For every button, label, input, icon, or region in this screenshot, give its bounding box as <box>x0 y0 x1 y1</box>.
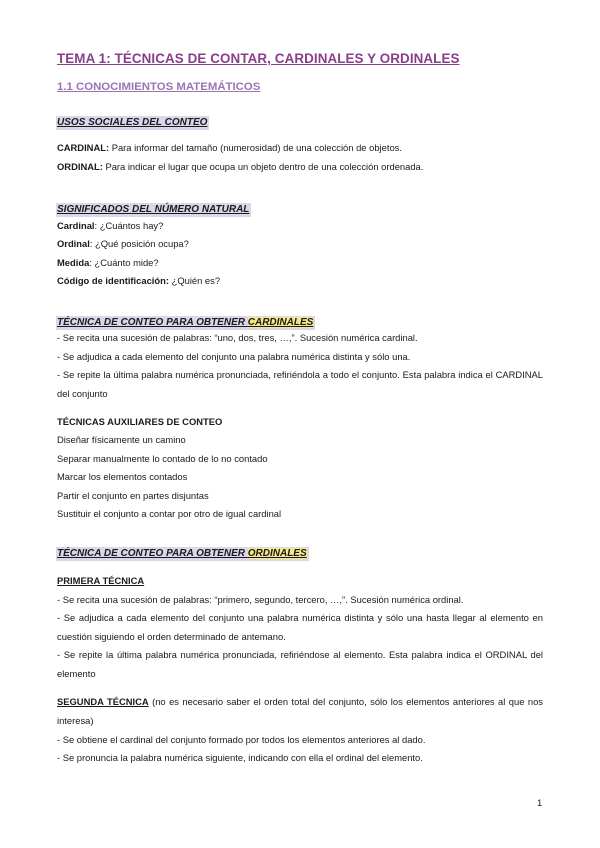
cardinal-label: CARDINAL: <box>57 142 110 153</box>
significado-text: ¿Qué posición ocupa? <box>92 238 189 249</box>
significado-sep: : <box>94 220 98 231</box>
significado-item <box>57 254 159 273</box>
cardinales-heading-highlight: CARDINALES <box>247 317 314 328</box>
significado-label: Cardinal <box>57 220 95 231</box>
usos-cardinal-line <box>57 139 402 158</box>
significado-label: Medida <box>57 257 90 268</box>
usos-ordinal-line <box>57 158 423 177</box>
segunda-line: - Se pronuncia la palabra numérica siguiente, indicando con ella el ordinal del elemento. <box>57 752 423 763</box>
primera-line: - Se adjudica a cada elemento del conjunto una palabra numérica distinta y sólo una hasta llegar al elemento en cuestión siguiendo el orden determinado de antemano. <box>57 612 543 642</box>
significado-item <box>57 217 163 236</box>
page-title: TEMA 1: TÉCNICAS DE CONTAR, CARDINALES Y ORDINALES <box>57 51 460 66</box>
segunda-tecnica-note: (no es necesario saber el orden total del conjunto, sólo los elementos anteriores al que nos interesa) <box>57 696 543 726</box>
significados-heading: SIGNIFICADOS DEL NÚMERO NATURAL <box>57 204 250 215</box>
ordinales-heading-highlight: ORDINALES <box>247 548 307 559</box>
cardinales-line: - Se recita una sucesión de palabras: “uno, dos, tres, …,”. Sucesión numérica cardinal. <box>57 332 418 343</box>
ordinales-heading-text: TÉCNICA DE CONTEO PARA OBTENER <box>57 548 248 559</box>
significado-item <box>57 272 220 291</box>
ordinal-text: Para indicar el lugar que ocupa un objeto dentro de una colección ordenada. <box>105 161 424 172</box>
significado-label: Ordinal <box>57 238 90 249</box>
significado-sep: : <box>89 257 92 268</box>
auxiliar-item: Marcar los elementos contados <box>57 471 188 482</box>
auxiliar-item: Diseñar físicamente un camino <box>57 434 186 445</box>
ordinal-label: ORDINAL: <box>57 161 103 172</box>
auxiliares-heading: TÉCNICAS AUXILIARES DE CONTEO <box>57 416 223 427</box>
primera-tecnica-heading: PRIMERA TÉCNICA <box>57 575 145 586</box>
cardinal-text: Para informar del tamaño (numerosidad) de una colección de objetos. <box>111 142 402 153</box>
cardinales-line: - Se repite la última palabra numérica pronunciada, refiriéndola a todo el conjunto. Esta palabra indica el CARDINAL del conjunto <box>57 369 543 399</box>
page-number: 1 <box>537 797 543 808</box>
auxiliar-item: Separar manualmente lo contado de lo no contado <box>57 453 268 464</box>
cardinales-heading-wrap <box>57 312 315 330</box>
usos-heading: USOS SOCIALES DEL CONTEO <box>57 117 208 128</box>
segunda-tecnica-heading: SEGUNDA TÉCNICA <box>57 696 149 707</box>
significado-item <box>57 235 189 254</box>
significados-heading-wrap <box>57 199 251 217</box>
usos-heading-wrap <box>57 112 209 130</box>
auxiliar-item: Sustituir el conjunto a contar por otro de igual cardinal <box>57 508 282 519</box>
cardinales-heading <box>56 316 315 330</box>
ordinales-heading-wrap <box>57 543 309 561</box>
primera-line: - Se recita una sucesión de palabras: “primero, segundo, tercero, …,”. Sucesión numérica ordinal. <box>57 594 464 605</box>
significado-text: ¿Cuántos hay? <box>97 220 164 231</box>
significado-label: Código de identificación: <box>57 275 169 286</box>
primera-line: - Se repite la última palabra numérica pronunciada, refiriéndose al elemento. Esta palabra indica el ORDINAL del elemento <box>57 649 543 679</box>
cardinales-heading-text: TÉCNICA DE CONTEO PARA OBTENER <box>57 317 248 328</box>
section-subtitle: 1.1 CONOCIMIENTOS MATEMÁTICOS <box>57 81 261 93</box>
significado-text: ¿Quién es? <box>168 275 221 286</box>
significado-text: ¿Cuánto mide? <box>91 257 159 268</box>
ordinales-heading <box>56 547 309 561</box>
segunda-line: - Se obtiene el cardinal del conjunto formado por todos los elementos anteriores al dado. <box>57 734 426 745</box>
significado-sep: : <box>89 238 93 249</box>
segunda-tecnica-paragraph <box>57 693 543 730</box>
cardinales-line: - Se adjudica a cada elemento del conjunto una palabra numérica distinta y sólo una. <box>57 351 411 362</box>
auxiliar-item: Partir el conjunto en partes disjuntas <box>57 490 209 501</box>
